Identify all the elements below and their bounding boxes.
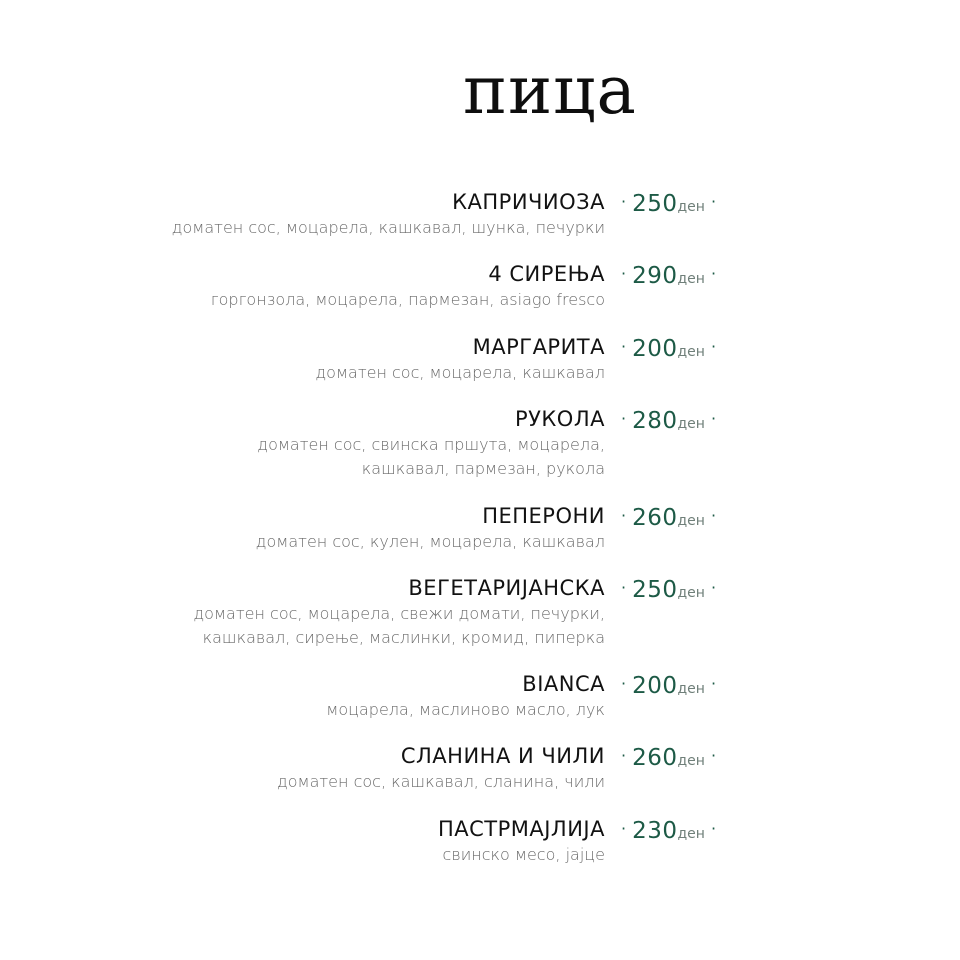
- item-description: доматен сос, моцарела, кашкавал, шунка, печурки: [171, 218, 605, 237]
- item-description: доматен сос, свинска пршута, моцарела,: [257, 435, 605, 454]
- price-currency: ден: [677, 585, 705, 601]
- item-name: ПАСТРМАЈЛИЈА: [437, 817, 605, 841]
- item-price: [621, 262, 716, 290]
- price-amount: 250: [632, 577, 678, 603]
- item-description: кашкавал, пармезан, рукола: [361, 459, 605, 478]
- price-dot: ·: [621, 506, 627, 525]
- price-dot: ·: [710, 506, 717, 525]
- item-price: [621, 817, 716, 845]
- price-dot: ·: [621, 578, 627, 597]
- item-description: доматен сос, моцарела, свежи домати, печурки,: [193, 604, 605, 623]
- price-dot: ·: [621, 337, 627, 356]
- price-amount: 250: [632, 191, 678, 217]
- item-name: 4 СИРЕЊА: [488, 262, 605, 286]
- price-currency: ден: [677, 199, 705, 215]
- price-dot: ·: [621, 264, 627, 283]
- price-dot: ·: [710, 746, 717, 765]
- item-description: доматен сос, кулен, моцарела, кашкавал: [255, 532, 605, 551]
- item-description: свинско месо, јајце: [442, 845, 605, 864]
- price-currency: ден: [677, 513, 705, 529]
- price-currency: ден: [677, 753, 705, 769]
- item-price: [621, 335, 716, 363]
- item-price: [621, 672, 716, 700]
- price-dot: ·: [621, 674, 627, 693]
- price-amount: 260: [632, 505, 678, 531]
- price-dot: ·: [710, 264, 717, 283]
- price-amount: 200: [632, 336, 678, 362]
- item-description: горгонзола, моцарела, пармезан, asiago fresco: [210, 290, 605, 309]
- item-name: МАРГАРИТА: [472, 335, 605, 359]
- item-price: [621, 504, 716, 532]
- price-amount: 290: [632, 263, 678, 289]
- price-currency: ден: [677, 271, 705, 287]
- price-dot: ·: [621, 819, 627, 838]
- price-amount: 200: [632, 673, 678, 699]
- item-name: ВЕГЕТАРИЈАНСКА: [408, 576, 605, 600]
- item-name: КАПРИЧИОЗА: [452, 190, 605, 214]
- price-currency: ден: [677, 344, 705, 360]
- price-currency: ден: [677, 681, 705, 697]
- price-dot: ·: [621, 746, 627, 765]
- item-description: кашкавал, сирење, маслинки, кромид, пиперка: [202, 628, 605, 647]
- price-amount: 260: [632, 745, 678, 771]
- price-dot: ·: [710, 192, 717, 211]
- item-name: ПЕПЕРОНИ: [482, 504, 605, 528]
- menu-title: [440, 52, 660, 152]
- price-dot: ·: [621, 409, 627, 428]
- price-amount: 280: [632, 408, 678, 434]
- item-price: [621, 576, 716, 604]
- menu-title-text: пица: [463, 52, 637, 129]
- item-name: СЛАНИНА И ЧИЛИ: [400, 744, 605, 768]
- price-dot: ·: [621, 192, 627, 211]
- price-currency: ден: [677, 826, 705, 842]
- price-currency: ден: [677, 416, 705, 432]
- price-dot: ·: [710, 819, 717, 838]
- price-dot: ·: [710, 578, 717, 597]
- item-description: моцарела, маслиново масло, лук: [326, 700, 605, 719]
- item-name: BIANCA: [522, 672, 605, 696]
- item-price: [621, 407, 716, 435]
- price-amount: 230: [632, 818, 678, 844]
- item-price: [621, 744, 716, 772]
- price-dot: ·: [710, 337, 717, 356]
- price-dot: ·: [710, 674, 717, 693]
- item-name: РУКОЛА: [514, 407, 605, 431]
- item-description: доматен сос, кашкавал, сланина, чили: [276, 772, 605, 791]
- item-description: доматен сос, моцарела, кашкавал: [315, 363, 605, 382]
- price-dot: ·: [710, 409, 717, 428]
- item-price: [621, 190, 716, 218]
